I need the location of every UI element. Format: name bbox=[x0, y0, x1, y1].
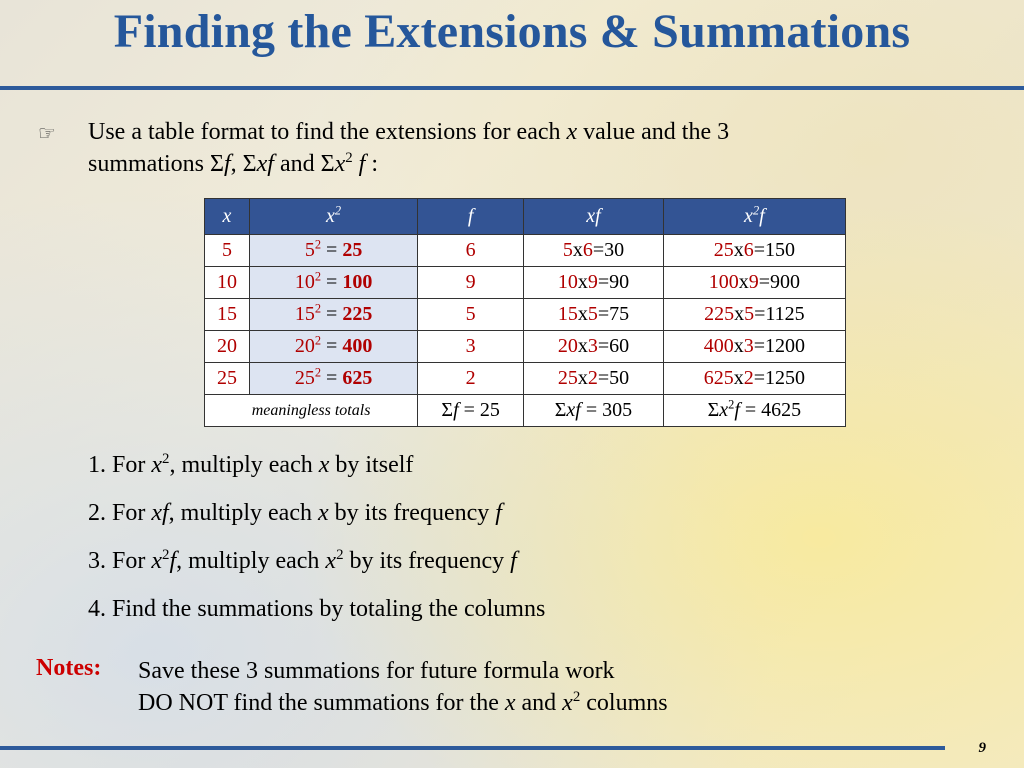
cell-x-squared: $20^2 = 400$ bbox=[249, 331, 417, 363]
cell-f: 6 bbox=[418, 235, 524, 267]
cell-xf: 25x2=50 bbox=[524, 363, 664, 395]
cell-x: 5 bbox=[205, 235, 250, 267]
header-xf: xf bbox=[524, 199, 664, 235]
slide-title: Finding the Extensions & Summations bbox=[113, 5, 911, 58]
cell-x: 25 bbox=[205, 363, 250, 395]
cell-f: 9 bbox=[418, 267, 524, 299]
cell-xf: 15x5=75 bbox=[524, 299, 664, 331]
cell-xf: 5x6=30 bbox=[524, 235, 664, 267]
cell-x: 15 bbox=[205, 299, 250, 331]
totals-row bbox=[205, 395, 846, 427]
header-x: x bbox=[205, 199, 250, 235]
cell-x-squared: $5^2 = 25$ bbox=[249, 235, 417, 267]
cell-xf: 10x9=90 bbox=[524, 267, 664, 299]
notes-label: Notes: bbox=[36, 655, 102, 681]
intro-text: Use a table format to find the extensions for each x value and the 3 summations Σf, Σxf and $\Sigma x^2$ f : bbox=[88, 119, 730, 177]
cell-x-squared: $15^2 = 225$ bbox=[249, 299, 417, 331]
table-row bbox=[205, 235, 846, 267]
sum-xf: Σxf = 305 bbox=[524, 395, 664, 427]
sum-x-squared-f: $\Sigma x^2f = 4625$ bbox=[663, 395, 845, 427]
pointing-hand-icon: ☞ bbox=[38, 121, 56, 145]
cell-x: 20 bbox=[205, 331, 250, 363]
table-row bbox=[205, 267, 846, 299]
cell-xf: 20x3=60 bbox=[524, 331, 664, 363]
step-4: 4. Find the summations by totaling the columns bbox=[88, 596, 546, 622]
cell-x: 10 bbox=[205, 267, 250, 299]
cell-x-squared-f: 25x6=150 bbox=[663, 235, 845, 267]
notes-text: Save these 3 summations for future formula work DO NOT find the summations for the x and $x^2$ columns bbox=[138, 658, 668, 716]
extensions-table bbox=[204, 198, 846, 427]
cell-f: 2 bbox=[418, 363, 524, 395]
header-x-squared: $x^2$ bbox=[249, 199, 417, 235]
table-row bbox=[205, 363, 846, 395]
page-number: 9 bbox=[978, 740, 986, 756]
meaningless-totals-label: meaningless totals bbox=[205, 395, 418, 427]
table-row bbox=[205, 299, 846, 331]
cell-f: 5 bbox=[418, 299, 524, 331]
cell-x-squared-f: 625x2=1250 bbox=[663, 363, 845, 395]
footer-divider bbox=[0, 746, 945, 750]
table-row bbox=[205, 331, 846, 363]
step-1: 1. For $x^2$, multiply each x by itself bbox=[88, 451, 414, 478]
cell-x-squared-f: 400x3=1200 bbox=[663, 331, 845, 363]
cell-x-squared-f: 225x5=1125 bbox=[663, 299, 845, 331]
cell-x-squared-f: 100x9=900 bbox=[663, 267, 845, 299]
step-2: 2. For xf, multiply each x by its frequency f bbox=[88, 500, 502, 526]
cell-x-squared: $10^2 = 100$ bbox=[249, 267, 417, 299]
cell-f: 3 bbox=[418, 331, 524, 363]
sum-f: Σf = 25 bbox=[418, 395, 524, 427]
cell-x-squared: $25^2 = 625$ bbox=[249, 363, 417, 395]
header-x-squared-f: $x^2f$ bbox=[663, 199, 845, 235]
step-3: 3. For $x^2f$, multiply each $x^2$ by its frequency f bbox=[88, 547, 517, 574]
table-header-row bbox=[205, 199, 846, 235]
header-f: f bbox=[418, 199, 524, 235]
title-divider bbox=[0, 86, 1024, 90]
